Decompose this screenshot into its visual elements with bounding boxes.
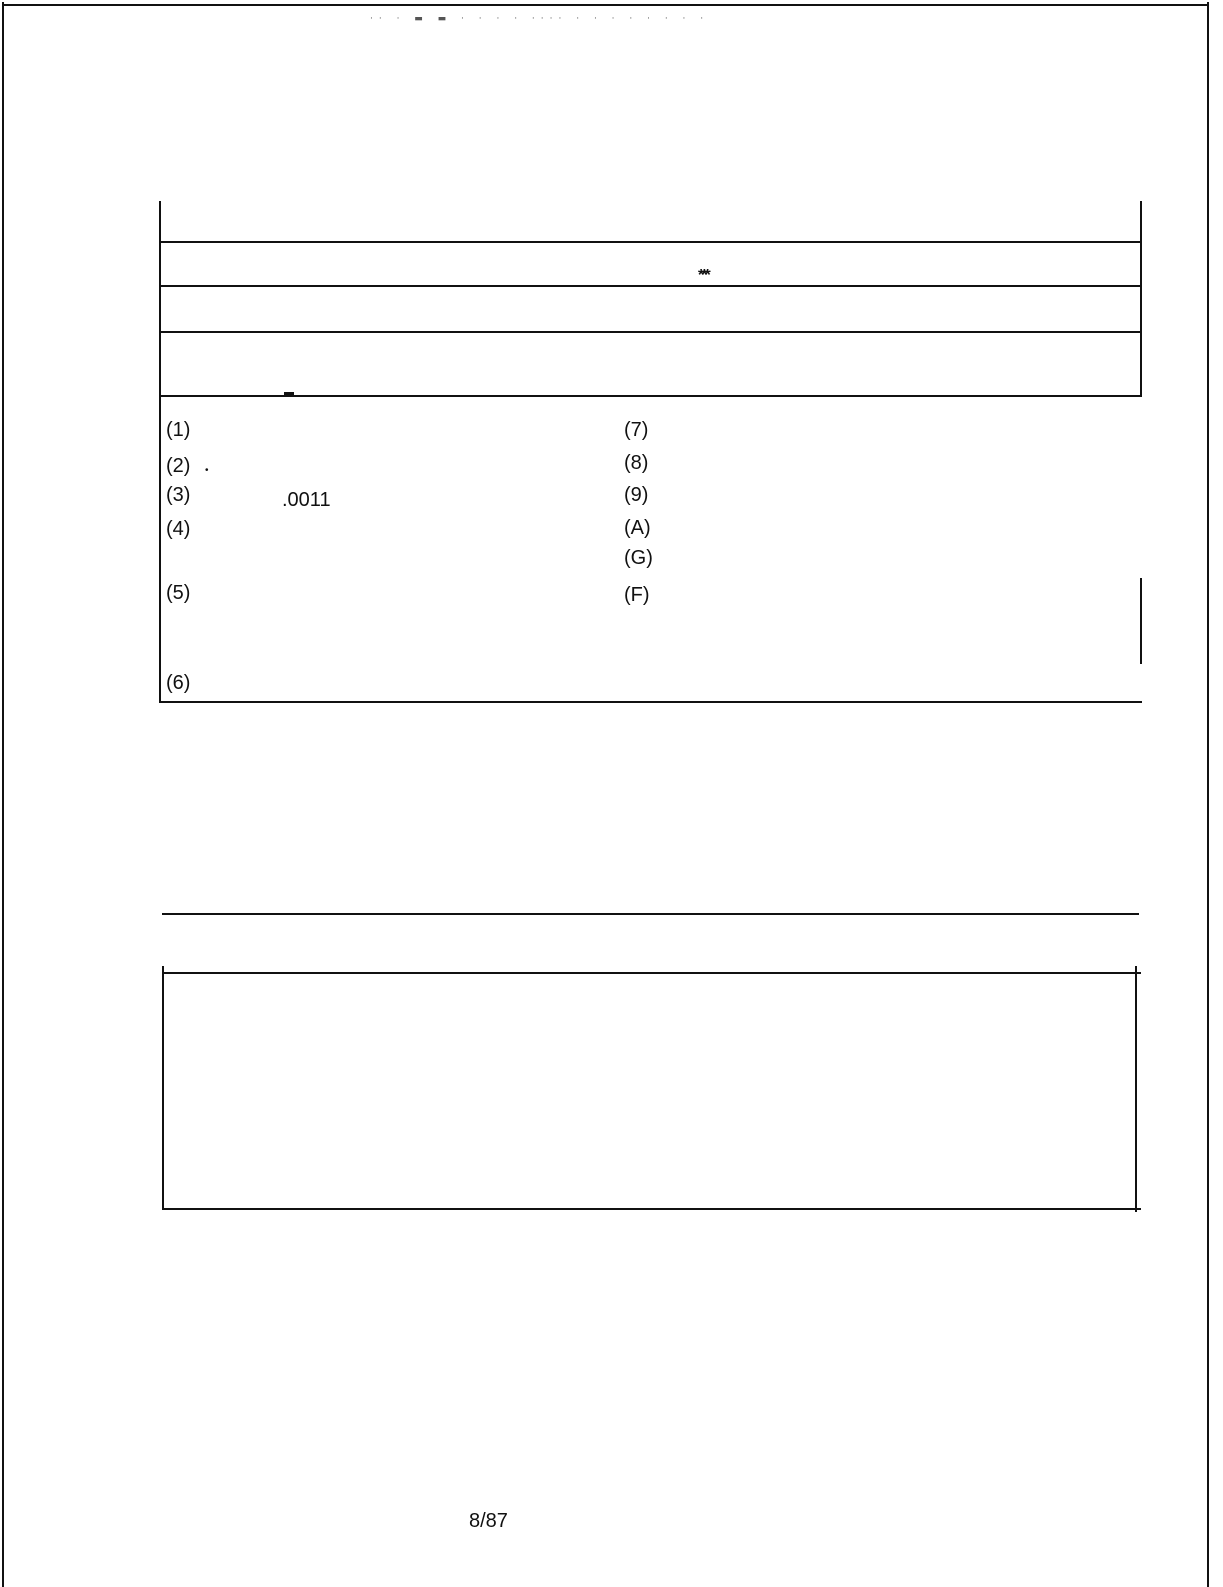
table-row-divider-3: [159, 331, 1142, 333]
item-label-3: (3): [166, 484, 191, 506]
box-bottom-border: [162, 1208, 1141, 1210]
item-label-4: (4): [166, 518, 191, 540]
item-label-a: (A): [624, 517, 651, 539]
page-frame-left: [2, 2, 4, 1587]
item-label-f: (F): [624, 584, 650, 606]
item-label-8: (8): [624, 452, 649, 474]
item-label-g: (G): [624, 547, 653, 569]
table-right-border-upper: [1140, 201, 1142, 396]
item-label-9: (9): [624, 484, 649, 506]
page-frame-right: [1207, 2, 1209, 1587]
table-row-divider-2: [159, 285, 1142, 287]
asterisks-marker: ***: [698, 267, 708, 284]
item-label-5: (5): [166, 582, 191, 604]
table-row-divider-1: [159, 241, 1142, 243]
table-left-border: [159, 201, 161, 703]
box-left-border: [162, 966, 164, 1210]
table-bottom-border: [159, 701, 1142, 703]
item-label-7: (7): [624, 419, 649, 441]
tick-mark: ▬: [284, 387, 294, 398]
table-right-border-lower: [1140, 578, 1142, 664]
item-label-2: (2): [166, 455, 191, 477]
box-right-border: [1135, 966, 1137, 1212]
stray-mark: •: [205, 465, 209, 476]
item-value-3: .0011: [282, 489, 331, 511]
section-separator: [162, 913, 1139, 915]
item-label-1: (1): [166, 419, 191, 441]
item-label-6: (6): [166, 672, 191, 694]
scan-artifact-text: ·· · ▬ ▬ · · · · ···· · · · · · · · ·: [370, 14, 710, 24]
box-top-border: [162, 972, 1141, 974]
table-row-divider-4: [159, 395, 1142, 397]
revision-date: 8/87: [469, 1510, 508, 1532]
page-frame-top: [2, 4, 1207, 6]
